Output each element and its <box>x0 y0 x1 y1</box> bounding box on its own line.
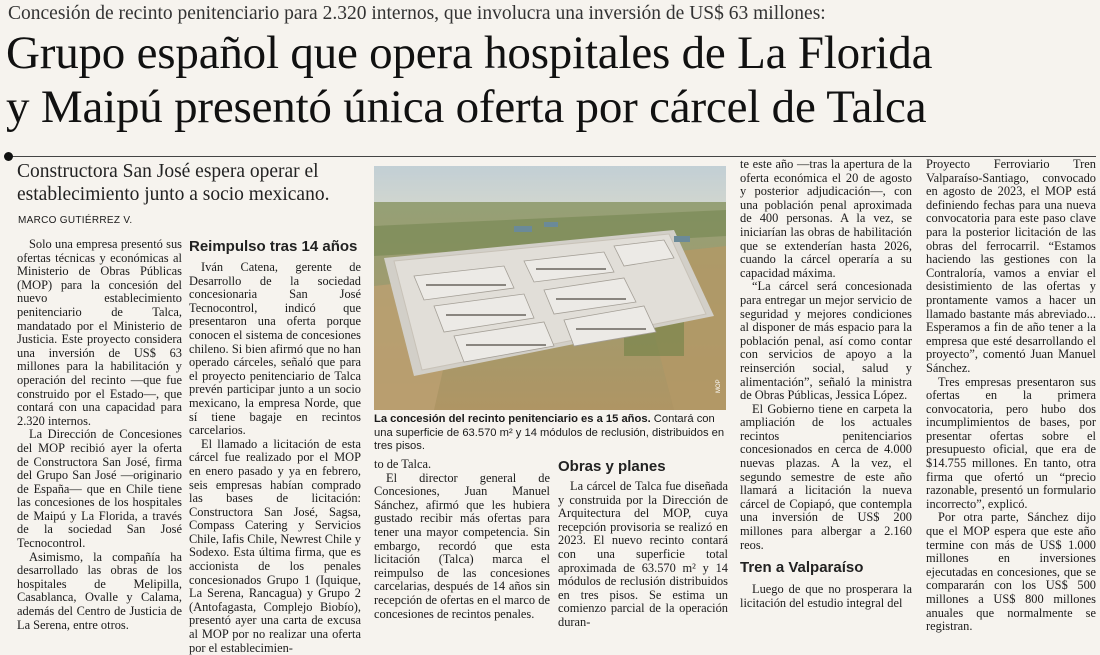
paragraph: Luego de que no prosperara la licitación del estudio integral del <box>740 582 912 610</box>
prison-aerial-photo <box>374 166 726 410</box>
headline-line-1: Grupo español que opera hospitales de La Florida <box>6 27 933 79</box>
paragraph: El Gobierno tiene en carpeta la ampliación de los actuales recintos penitenciarios concesionados en cerca de 4.000 nuevas plazas. A la vez, el segundo semestre de este año llamará a licitación la nueva cárcel de Copiapó, que contempla una inversión de US$ 200 millones para albergar a 2.160 reos. <box>740 401 912 552</box>
column-1 <box>17 238 182 632</box>
column-3 <box>374 458 550 621</box>
paragraph: Asimismo, la compañía ha desarrollado las obras de los hospitales de Melipilla, Casablanca, Ovalle y Calama, además del Centro de Justicia de La Serena, entre otros. <box>17 549 182 632</box>
paragraph: Por otra parte, Sánchez dijo que el MOP espera que este año termine con más de US$ 1.000 millones en inversiones ejecutadas en concesiones, que se compararán con los US$ 500 millones a US$ 800 millones anuales que normalmente se registran. <box>926 510 1096 634</box>
kicker: Concesión de recinto penitenciario para 2.320 internos, que involucra una inversión de US$ 63 millones: <box>8 3 826 24</box>
paragraph: to de Talca. <box>374 457 432 471</box>
paragraph: Iván Catena, gerente de Desarrollo de la sociedad concesionaria San José Tecnocontrol, indicó que presentaron una oferta porque conocen el sistema de concesiones chileno. Si bien afirmó que no han operado cárceles, señaló que para el proyecto penitenciario de Talca prevén participar junto a un socio mexicano, la empresa Norde, que sí tiene bagaje en recintos carcelarios. <box>189 260 361 438</box>
deck-line-2: establecimiento junto a socio mexicano. <box>17 184 330 205</box>
paragraph: te este año —tras la apertura de la oferta económica el 20 de agosto y posterior adjudicación—, con una población penal aproximada de 400 personas. A la vez, se iniciarían las obras de habilitación que se extenderían hasta 2026, cuando la cárcel operaría a su capacidad máxima. <box>740 157 912 280</box>
byline: MARCO GUTIÉRREZ V. <box>18 215 133 226</box>
column-4 <box>558 458 728 630</box>
paragraph: La Dirección de Concesiones del MOP recibió ayer la oferta de Constructora San José, firma del Grupo San José —originario de España— que en Chile tiene las concesiones de los hospitales de Maipú y La Florida, a través de la sociedad San José Tecnocontrol. <box>17 427 182 551</box>
paragraph: Proyecto Ferroviario Tren Valparaíso-Santiago, convocado en agosto de 2023, el MOP está definiendo fechas para una nueva convocatoria para este paso clave para la posterior licitación de las obras del ferrocarril. “Estamos haciendo las gestiones con la Contraloría, vamos a enviar el desistimiento de las ofertas y prontamente vamos a hacer un llamado bastante más abreviado... Esperamos a fin de año tener a la empresa que esté desarrollando el proyecto”, comentó Juan Manuel Sánchez. <box>926 157 1096 375</box>
paragraph: El llamado a licitación de esta cárcel fue realizado por el MOP en enero pasado y ya en febrero, seis empresas habían comprado las bases de licitación: Constructora San José, Sagsa, Compass Catering y Servicios Chile, Iafis Chile, Newrest Chile y Sodexo. Esta última firma, que es accionista de los penales concesionados Grupo 1 (Iquique, La Serena, Rancagua) y Grupo 2 (Antofagasta, Complejo Biobío), presentó ayer una carta de excusa al MOP por no realizar una oferta por el establecimien- <box>189 436 361 655</box>
subhead-obras: Obras y planes <box>558 458 666 475</box>
photo-credit: MOP <box>716 379 722 393</box>
paragraph: Tres empresas presentaron sus ofertas en la primera convocatoria, pero hubo dos incumplimientos de bases, por presentar ofertas sobre el presupuesto oficial, que era de $14.755 millones. En tanto, otra firma que ofertó un “precio razonable, presentó un formulario incorrecto”, explicó. <box>926 374 1096 511</box>
paragraph: La cárcel de Talca fue diseñada y construida por la Dirección de Arquitectura del MOP, cuya recepción provisoria se realizó en 2023. El nuevo recinto contará con una superficie total aproximada de 63.570 m² y 14 módulos de reclusión distribuidos en tres pisos. Se estima un comienzo parcial de la operación duran- <box>558 479 728 629</box>
column-2 <box>189 238 361 655</box>
headline <box>6 26 1098 134</box>
caption-bold: La concesión del recinto penitenciario es a 15 años. <box>374 413 651 425</box>
column-6 <box>926 158 1096 634</box>
deck <box>17 160 362 206</box>
column-5 <box>740 158 912 610</box>
bullet-dot <box>4 152 13 161</box>
paragraph: El director general de Concesiones, Juan Manuel Sánchez, afirmó que les hubiera gustado recibir más ofertas para tener una mayor competencia. Sin embargo, recordó que esta licitación (Talca) marca el reimpulso de las concesiones carcelarias, después de 14 años sin recepción de ofertas en el marco de concesiones de recintos penales. <box>374 470 550 621</box>
subhead-tren: Tren a Valparaíso <box>740 559 864 577</box>
headline-line-2: y Maipú presentó única oferta por cárcel de Talca <box>6 81 927 133</box>
paragraph: Solo una empresa presentó sus ofertas técnicas y económicas al Ministerio de Obras Públicas (MOP) para la concesión del nuevo establecimiento penitenciario de Talca, mandatado por el Ministerio de Justicia. Este proyecto considera una inversión de US$ 63 millones para la habilitación y operación del recinto —que fue construido por el Estado—, que contará con una capacidad para 2.320 internos. <box>17 237 182 428</box>
caption-text: Contará con una superficie de 63.570 m² y 14 módulos de reclusión, distribuidos en tres pisos. <box>374 413 725 452</box>
deck-line-1: Constructora San José espera operar el <box>17 161 319 182</box>
paragraph: “La cárcel será concesionada para entregar un mejor servicio de seguridad y mejores condiciones al disponer de más espacio para la población penal, así como contar con servicios de apoyo a la reinserción social, salud y alimentación”, señaló la ministra de Obras Públicas, Jessica López. <box>740 279 912 403</box>
subhead-reimpulso: Reimpulso tras 14 años <box>189 238 358 255</box>
photo-caption <box>374 413 726 454</box>
